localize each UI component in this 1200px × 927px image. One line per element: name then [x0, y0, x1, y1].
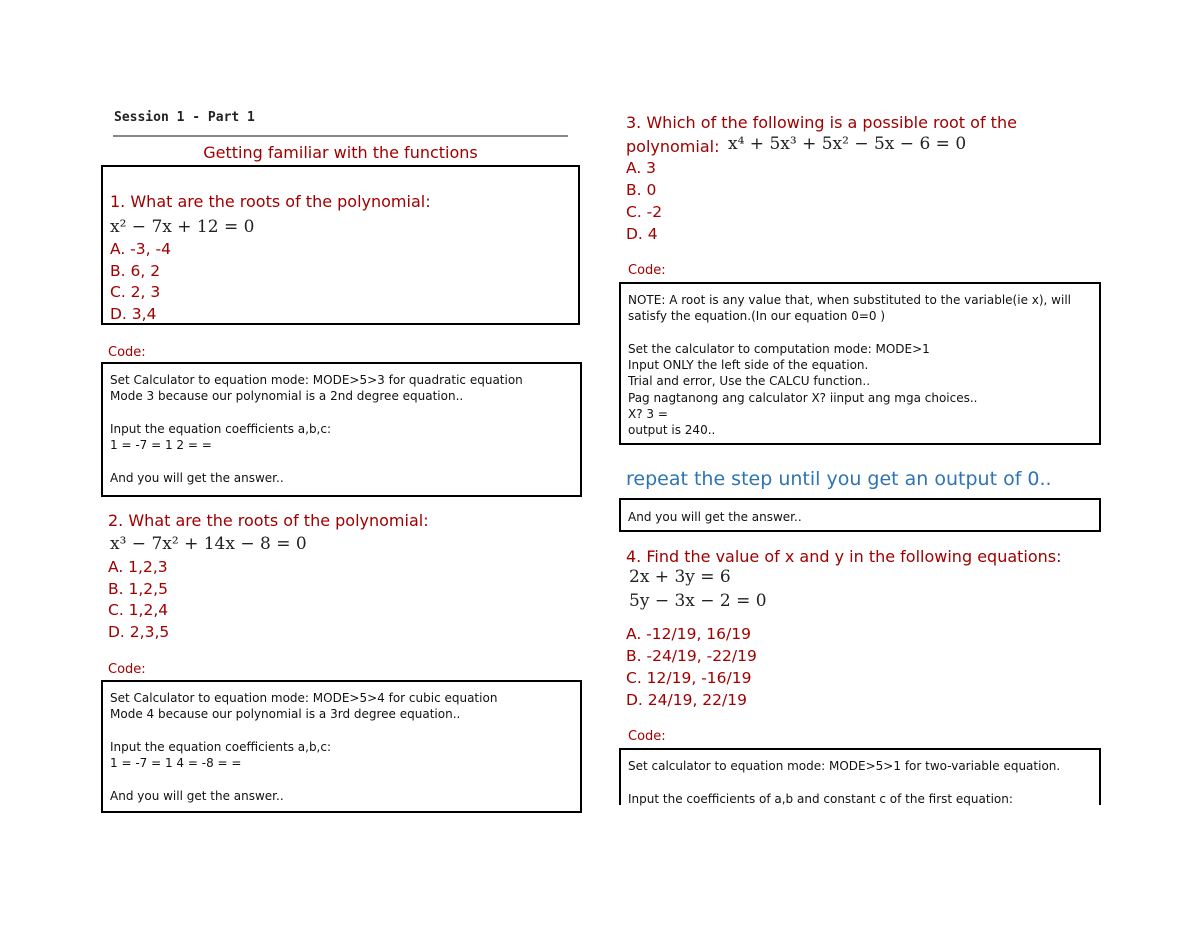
question-4-code-box — [619, 748, 1101, 805]
code-line: X? 3 = — [628, 407, 668, 422]
code-line: Trial and error, Use the CALCU function.. — [628, 374, 871, 389]
code-line: Input the equation coefficients a,b,c: — [110, 739, 332, 754]
code-line — [628, 325, 1099, 341]
question-4-equation-1: 2x + 3y = 6 — [629, 567, 731, 587]
session-title: Session 1 - Part 1 — [114, 110, 255, 125]
question-4-equation-2: 5y − 3x − 2 = 0 — [629, 591, 767, 611]
question-2-code-label: Code: — [108, 662, 146, 677]
question-2-option-c: C. 1,2,4 — [108, 601, 169, 619]
question-4-option-a: A. -12/19, 16/19 — [626, 625, 751, 643]
code-line: NOTE: A root is any value that, when substituted to the variable(ie x), will — [628, 293, 1071, 307]
code-line: Mode 3 because our polynomial is a 2nd degree equation.. — [110, 389, 464, 404]
question-2-option-a: A. 1,2,3 — [108, 558, 168, 576]
question-4-option-b: B. -24/19, -22/19 — [626, 647, 757, 665]
code-line: Input the equation coefficients a,b,c: — [110, 421, 332, 436]
code-line: Set the calculator to computation mode: MODE>1 — [628, 341, 930, 356]
code-line: And you will get the answer.. — [110, 470, 284, 485]
code-line: 1 = -7 = 1 2 = = — [110, 438, 212, 453]
question-3-text-line1: 3. Which of the following is a possible root of the — [626, 113, 1017, 132]
question-2-equation: x³ − 7x² + 14x − 8 = 0 — [110, 534, 307, 554]
code-line: Set Calculator to equation mode: MODE>5>3 for quadratic equation — [110, 373, 523, 387]
question-3-answer-box — [619, 498, 1101, 532]
question-1-option-c: C. 2, 3 — [110, 283, 161, 301]
question-3-option-a: A. 3 — [626, 159, 657, 177]
question-1-code-box — [101, 362, 582, 497]
section-subtitle: Getting familiar with the functions — [203, 143, 478, 162]
question-1-text: 1. What are the roots of the polynomial: — [110, 192, 431, 211]
code-line: And you will get the answer.. — [628, 510, 802, 524]
question-1-option-a: A. -3, -4 — [110, 240, 171, 258]
question-2-option-b: B. 1,2,5 — [108, 580, 168, 598]
code-line: And you will get the answer.. — [110, 788, 284, 803]
question-2-code-box — [101, 680, 582, 813]
question-3-text-line2: polynomial: — [626, 137, 720, 156]
question-1-option-b: B. 6, 2 — [110, 262, 161, 280]
code-line: Input ONLY the left side of the equation. — [628, 358, 869, 373]
question-3-code-box — [619, 282, 1101, 445]
question-4-text: 4. Find the value of x and y in the following equations: — [626, 547, 1062, 566]
code-line: 1 = -7 = 1 4 = -8 = = — [110, 756, 242, 771]
question-4-option-d: D. 24/19, 22/19 — [626, 691, 747, 709]
question-1-code-label: Code: — [108, 345, 146, 360]
header-divider — [113, 135, 568, 137]
question-3-code-label: Code: — [628, 263, 666, 278]
code-line: satisfy the equation.(In our equation 0=0 ) — [628, 309, 886, 324]
code-line — [110, 405, 580, 421]
code-line — [110, 723, 580, 739]
question-2-text: 2. What are the roots of the polynomial: — [108, 511, 429, 530]
question-1-box — [101, 165, 580, 325]
code-line: Input the coefficients of a,b and constant c of the first equation: — [628, 791, 1013, 806]
code-line: Mode 4 because our polynomial is a 3rd degree equation.. — [110, 707, 461, 722]
code-line — [628, 774, 1099, 790]
code-line: Set calculator to equation mode: MODE>5>1 for two-variable equation. — [628, 759, 1061, 773]
code-line: Pag nagtanong ang calculator X? iinput ang mga choices.. — [628, 390, 978, 405]
question-4-code-label: Code: — [628, 729, 666, 744]
question-4-option-c: C. 12/19, -16/19 — [626, 669, 752, 687]
question-3-option-c: C. -2 — [626, 203, 663, 221]
code-line: output is 240.. — [628, 423, 716, 438]
code-line: Set Calculator to equation mode: MODE>5>4 for cubic equation — [110, 691, 498, 705]
question-3-equation: x⁴ + 5x³ + 5x² − 5x − 6 = 0 — [728, 134, 967, 154]
question-3-option-b: B. 0 — [626, 181, 657, 199]
code-line — [110, 771, 580, 787]
code-line — [110, 453, 580, 469]
repeat-note: repeat the step until you get an output of 0.. — [626, 468, 1052, 490]
question-2-option-d: D. 2,3,5 — [108, 623, 170, 641]
question-1-equation: x² − 7x + 12 = 0 — [110, 217, 255, 237]
question-1-option-d: D. 3,4 — [110, 305, 157, 323]
question-3-option-d: D. 4 — [626, 225, 658, 243]
